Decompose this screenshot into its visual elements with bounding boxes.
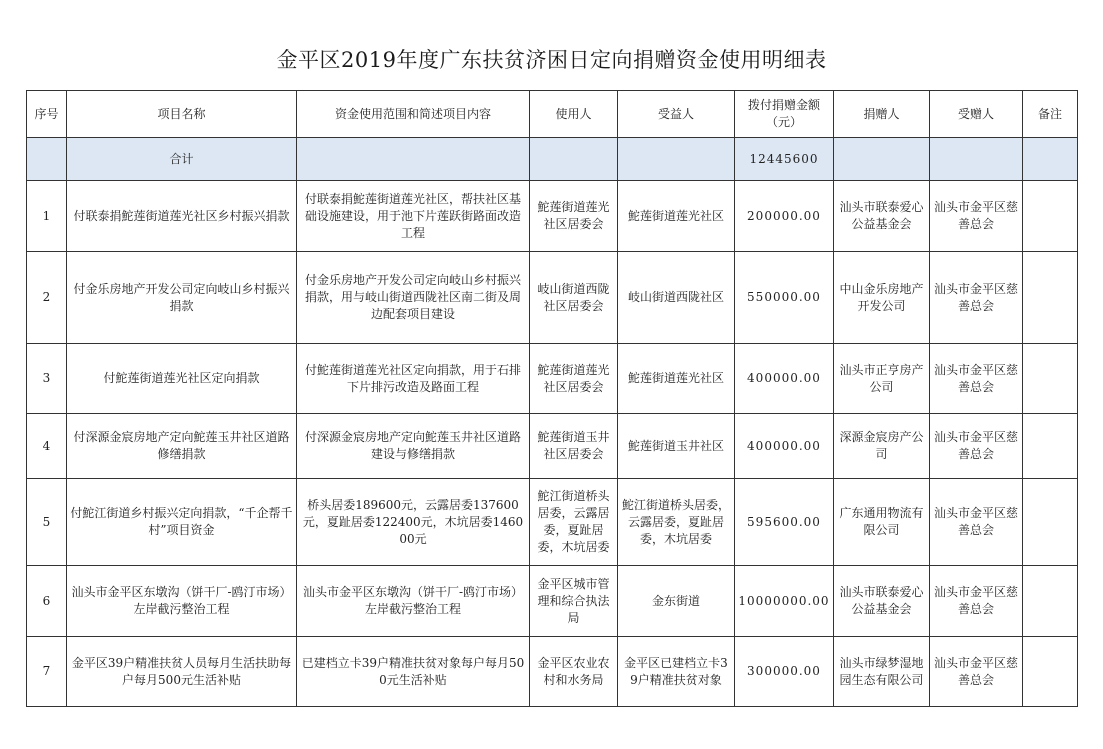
cell-scope: 付鮀莲街道莲光社区定向捐款，用于石排下片排污改造及路面工程 xyxy=(297,344,530,414)
cell-beneficiary: 金东街道 xyxy=(618,566,735,637)
cell-seq: 6 xyxy=(27,566,67,637)
total-donor-cell xyxy=(834,138,930,181)
cell-amount: 200000.00 xyxy=(735,181,834,252)
cell-user: 鮀莲街道玉井社区居委会 xyxy=(530,414,618,479)
header-row xyxy=(27,91,1078,138)
cell-amount: 10000000.00 xyxy=(735,566,834,637)
cell-amount: 400000.00 xyxy=(735,344,834,414)
cell-seq: 4 xyxy=(27,414,67,479)
cell-beneficiary: 鮀莲街道莲光社区 xyxy=(618,181,735,252)
cell-remark xyxy=(1023,344,1078,414)
table-row xyxy=(27,252,1078,344)
cell-beneficiary: 鮀莲街道玉井社区 xyxy=(618,414,735,479)
cell-recipient: 汕头市金平区慈善总会 xyxy=(930,344,1023,414)
table-row xyxy=(27,479,1078,566)
cell-user: 鮀莲街道莲光社区居委会 xyxy=(530,344,618,414)
cell-beneficiary: 鮀江街道桥头居委，云露居委，夏趾居委，木坑居委 xyxy=(618,479,735,566)
donation-table xyxy=(26,90,1078,707)
cell-donor: 广东通用物流有限公司 xyxy=(834,479,930,566)
cell-recipient: 汕头市金平区慈善总会 xyxy=(930,414,1023,479)
cell-user: 金平区农业农村和水务局 xyxy=(530,637,618,707)
cell-recipient: 汕头市金平区慈善总会 xyxy=(930,479,1023,566)
cell-recipient: 汕头市金平区慈善总会 xyxy=(930,637,1023,707)
cell-recipient: 汕头市金平区慈善总会 xyxy=(930,252,1023,344)
cell-scope: 付深源金宸房地产定向鮀莲玉井社区道路建设与修缮捐款 xyxy=(297,414,530,479)
total-recipient-cell xyxy=(930,138,1023,181)
cell-remark xyxy=(1023,637,1078,707)
total-label: 合计 xyxy=(67,138,297,181)
header-remark: 备注 xyxy=(1023,91,1078,138)
total-scope-cell xyxy=(297,138,530,181)
cell-seq: 5 xyxy=(27,479,67,566)
total-amount: 12445600 xyxy=(735,138,834,181)
cell-remark xyxy=(1023,181,1078,252)
header-donor: 捐赠人 xyxy=(834,91,930,138)
cell-beneficiary: 岐山街道西陇社区 xyxy=(618,252,735,344)
cell-amount: 300000.00 xyxy=(735,637,834,707)
cell-project: 付金乐房地产开发公司定向岐山乡村振兴捐款 xyxy=(67,252,297,344)
cell-user: 岐山街道西陇社区居委会 xyxy=(530,252,618,344)
cell-recipient: 汕头市金平区慈善总会 xyxy=(930,181,1023,252)
cell-recipient: 汕头市金平区慈善总会 xyxy=(930,566,1023,637)
cell-beneficiary: 金平区已建档立卡39户精准扶贫对象 xyxy=(618,637,735,707)
cell-project: 金平区39户精准扶贫人员每月生活扶助每户每月500元生活补贴 xyxy=(67,637,297,707)
cell-remark xyxy=(1023,566,1078,637)
cell-donor: 汕头市绿梦湿地园生态有限公司 xyxy=(834,637,930,707)
cell-scope: 汕头市金平区东墩沟（饼干厂-鸥汀市场）左岸截污整治工程 xyxy=(297,566,530,637)
cell-scope: 付金乐房地产开发公司定向岐山乡村振兴捐款，用与岐山街道西陇社区南二街及周边配套项目建设 xyxy=(297,252,530,344)
cell-project: 付联泰捐鮀莲街道莲光社区乡村振兴捐款 xyxy=(67,181,297,252)
cell-remark xyxy=(1023,479,1078,566)
total-row xyxy=(27,138,1078,181)
cell-project: 付鮀江街道乡村振兴定向捐款，“千企帮千村”项目资金 xyxy=(67,479,297,566)
table-row xyxy=(27,344,1078,414)
total-beneficiary-cell xyxy=(618,138,735,181)
header-amount: 拨付捐赠金额（元） xyxy=(735,91,834,138)
cell-amount: 595600.00 xyxy=(735,479,834,566)
cell-seq: 2 xyxy=(27,252,67,344)
cell-donor: 汕头市联泰爱心公益基金会 xyxy=(834,181,930,252)
table-row xyxy=(27,566,1078,637)
cell-seq: 7 xyxy=(27,637,67,707)
cell-donor: 汕头市正亨房产公司 xyxy=(834,344,930,414)
cell-scope: 桥头居委189600元，云露居委137600元，夏趾居委122400元，木坑居委146000元 xyxy=(297,479,530,566)
cell-remark xyxy=(1023,252,1078,344)
table-row xyxy=(27,181,1078,252)
cell-project: 付鮀莲街道莲光社区定向捐款 xyxy=(67,344,297,414)
header-user: 使用人 xyxy=(530,91,618,138)
table-row xyxy=(27,414,1078,479)
cell-remark xyxy=(1023,414,1078,479)
cell-donor: 中山金乐房地产开发公司 xyxy=(834,252,930,344)
total-user-cell xyxy=(530,138,618,181)
page-title: 金平区2019年度广东扶贫济困日定向捐赠资金使用明细表 xyxy=(276,48,827,72)
cell-seq: 3 xyxy=(27,344,67,414)
cell-seq: 1 xyxy=(27,181,67,252)
cell-scope: 付联泰捐鮀莲街道莲光社区，帮扶社区基础设施建设，用于池下片莲跃街路面改造工程 xyxy=(297,181,530,252)
total-seq-cell xyxy=(27,138,67,181)
header-scope: 资金使用范围和简述项目内容 xyxy=(297,91,530,138)
header-project: 项目名称 xyxy=(67,91,297,138)
cell-amount: 400000.00 xyxy=(735,414,834,479)
cell-user: 金平区城市管理和综合执法局 xyxy=(530,566,618,637)
header-beneficiary: 受益人 xyxy=(618,91,735,138)
header-recipient: 受赠人 xyxy=(930,91,1023,138)
cell-amount: 550000.00 xyxy=(735,252,834,344)
cell-donor: 汕头市联泰爱心公益基金会 xyxy=(834,566,930,637)
total-remark-cell xyxy=(1023,138,1078,181)
cell-scope: 已建档立卡39户精准扶贫对象每户每月500元生活补贴 xyxy=(297,637,530,707)
header-seq: 序号 xyxy=(27,91,67,138)
cell-project: 付深源金宸房地产定向鮀莲玉井社区道路修缮捐款 xyxy=(67,414,297,479)
cell-project: 汕头市金平区东墩沟（饼干厂-鸥汀市场）左岸截污整治工程 xyxy=(67,566,297,637)
cell-beneficiary: 鮀莲街道莲光社区 xyxy=(618,344,735,414)
cell-user: 鮀莲街道莲光社区居委会 xyxy=(530,181,618,252)
cell-user: 鮀江街道桥头居委，云露居委，夏趾居委，木坑居委 xyxy=(530,479,618,566)
cell-donor: 深源金宸房产公司 xyxy=(834,414,930,479)
table-row xyxy=(27,637,1078,707)
